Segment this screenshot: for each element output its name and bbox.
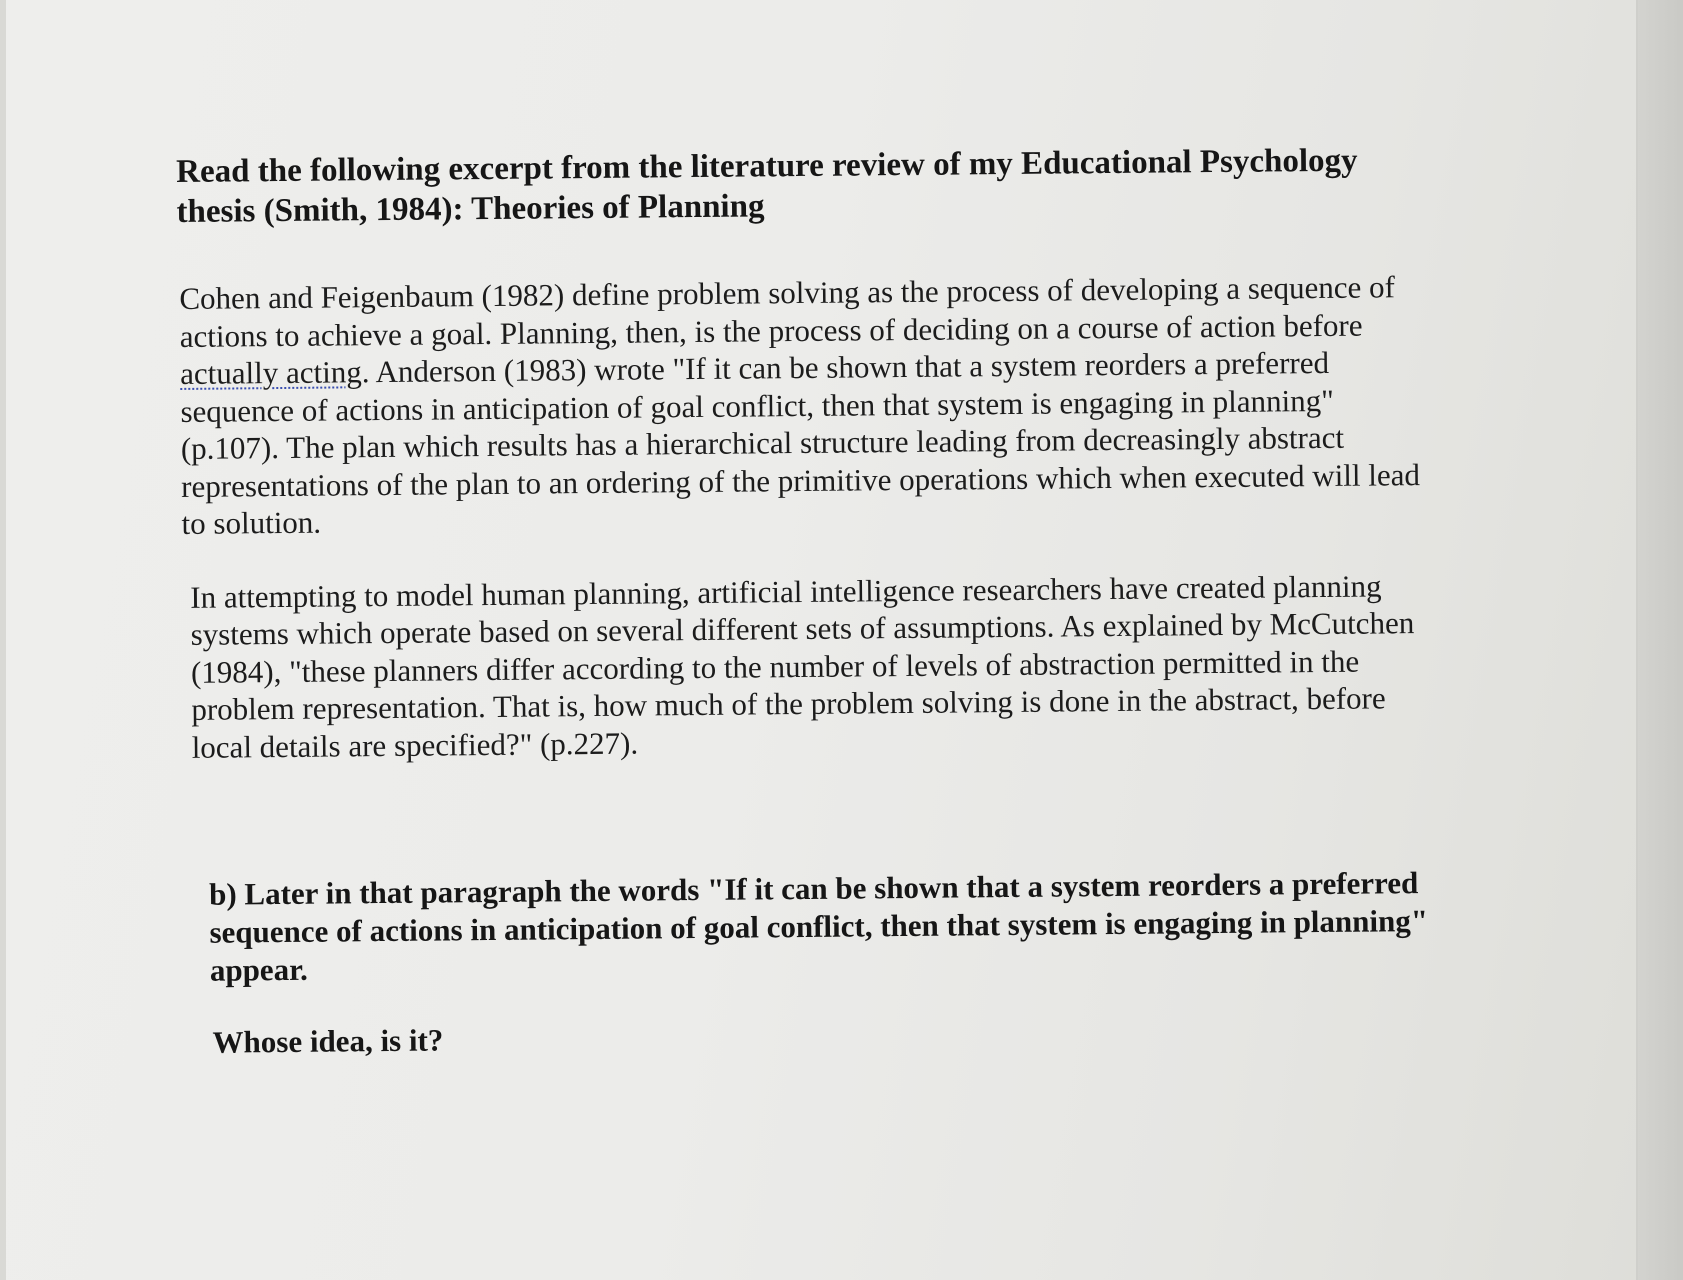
monitor-bezel [1636, 0, 1683, 1280]
question-followup: Whose idea, is it? [212, 1022, 444, 1060]
document-content [176, 140, 1445, 1062]
paragraph-1-text-end: . Anderson (1983) wrote "If it can be shown that a system reorders a preferred sequence of actions in anticipation of goal conflict, then that system is engaging in planning" (p.107). The plan which results has a hierarchical structure leading from decreasingly abstract representations of the plan to an ordering of the primitive operations which when executed will lead to solution. [180, 344, 1421, 541]
spellcheck-flagged-phrase[interactable]: actually acting [179, 354, 362, 391]
question-b: b) Later in that paragraph the words "If it can be shown that a system reorders a preferred sequence of actions in anticipation of goal conflict, then that system is engaging in planning" appear. [208, 865, 1429, 988]
screen-left-edge [0, 0, 6, 1280]
document-title: Read the following excerpt from the literature review of my Educational Psychology thesis (Smith, 1984): Theories of Planning [176, 142, 1358, 230]
paragraph-2: In attempting to model human planning, artificial intelligence researchers have created planning systems which operate based on several different sets of assumptions. As explained by McCutchen (1984), "these planners differ according to the number of levels of abstraction permitted in the problem representation. That is, how much of the problem solving is done in the abstract, before local details are specified?" (p.227). [190, 567, 1415, 765]
paragraph-1-text-start: Cohen and Feigenbaum (1982) define problem solving as the process of developing a sequence of actions to achieve a goal. Planning, then, is the process of deciding on a course of action before [179, 269, 1396, 354]
paragraph-1 [179, 268, 1439, 543]
